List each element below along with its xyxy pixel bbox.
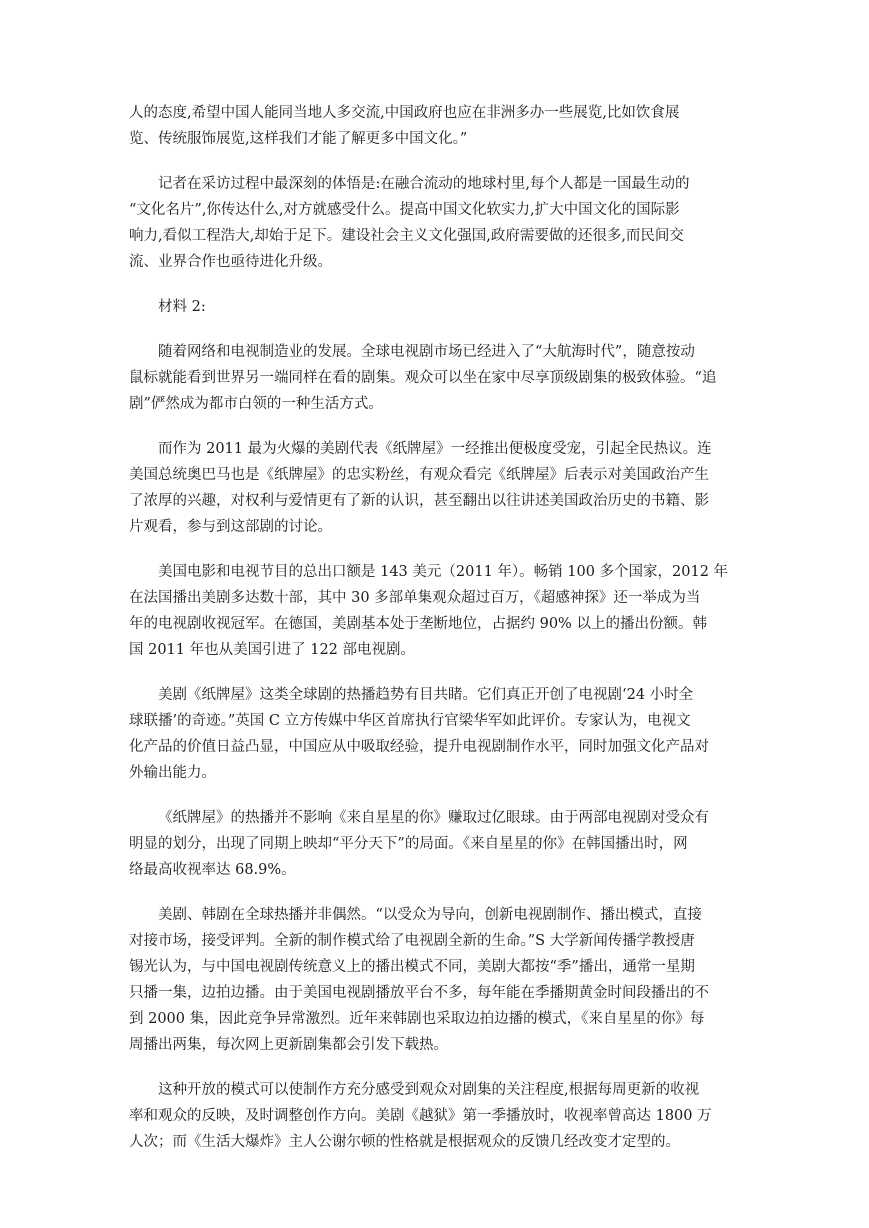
text-line: 外输出能力。 xyxy=(129,765,216,781)
text-line: 片观看，参与到这部剧的讨论。 xyxy=(129,519,332,535)
text-line: 明显的划分，出现了同期上映却“平分天下”的局面。《来自星星的你》在韩国播出时，网 xyxy=(129,836,688,852)
text-line: 记者在采访过程中最深刻的体悟是:在融合流动的地球村里,每个人都是一国最生动的 xyxy=(158,176,690,192)
paragraph-10 xyxy=(129,1077,741,1155)
text-line: 流、业界合作也亟待进化升级。 xyxy=(129,254,332,270)
document-page xyxy=(129,100,741,1174)
text-line: 周播出两集，每次网上更新剧集都会引发下载热。 xyxy=(129,1037,448,1053)
paragraph-6 xyxy=(129,559,741,663)
text-line: 人的态度,希望中国人能同当地人多交流,中国政府也应在非洲多办一些展览,比如饮食展 xyxy=(129,105,680,121)
text-line: 了浓厚的兴趣，对权利与爱情更有了新的认识，甚至翻出以往讲述美国政治历史的书籍、影 xyxy=(129,493,709,509)
text-line: 而作为 2011 最为火爆的美剧代表《纸牌屋》一经推出便极度受宠，引起全民热议。连 xyxy=(158,441,712,457)
text-line: 随着网络和电视制造业的发展。全球电视剧市场已经进入了“大航海时代”，随意按动 xyxy=(158,344,695,360)
paragraph-7 xyxy=(129,682,741,786)
text-line: 这种开放的模式可以使制作方充分感受到观众对剧集的关注程度,根据每周更新的收视 xyxy=(158,1082,700,1098)
text-line: 球联播’的奇迹。”英国 C 立方传媒中华区首席执行官梁华军如此评价。专家认为，电视文 xyxy=(129,713,691,729)
text-line: 美剧、韩剧在全球热播并非偶然。“以受众为导向，创新电视剧制作、播出模式，直接 xyxy=(158,907,702,923)
text-line: 锡光认为，与中国电视剧传统意义上的播出模式不同，美剧大都按“季”播出，通常一星期 xyxy=(129,959,695,975)
text-line: 人次；而《生活大爆炸》主人公谢尔顿的性格就是根据观众的反馈几经改变才定型的。 xyxy=(129,1134,680,1150)
section-heading-material-2 xyxy=(129,294,741,320)
text-line: 对接市场，接受评判。全新的制作模式给了电视剧全新的生命。”S 大学新闻传播学教授唐 xyxy=(129,933,695,949)
paragraph-4 xyxy=(129,339,741,417)
text-line: 剧”俨然成为都市白领的一种生活方式。 xyxy=(129,396,383,412)
paragraph-1 xyxy=(129,100,741,152)
text-line: 美国电影和电视节目的总出口额是 143 美元（2011 年）。畅销 100 多个国家，2012 年 xyxy=(158,564,729,580)
text-line: 鼠标就能看到世界另一端同样在看的剧集。观众可以坐在家中尽享顶级剧集的极致体验。“追 xyxy=(129,370,717,386)
text-line: 只播一集，边拍边播。由于美国电视剧播放平台不多，每年能在季播期黄金时间段播出的不 xyxy=(129,985,709,1001)
text-line: 《纸牌屋》的热播并不影响《来自星星的你》赚取过亿眼球。由于两部电视剧对受众有 xyxy=(158,810,709,826)
text-line: 率和观众的反映，及时调整创作方向。美剧《越狱》第一季播放时，收视率曾高达 1800 万 xyxy=(129,1108,712,1124)
paragraph-5 xyxy=(129,436,741,540)
text-line: 响力,看似工程浩大,却始于足下。建设社会主义文化强国,政府需要做的还很多,而民间交 xyxy=(129,228,684,244)
paragraph-8 xyxy=(129,805,741,883)
text-line: 到 2000 集，因此竞争异常激烈。近年来韩剧也采取边拍边播的模式，《来自星星的你》每 xyxy=(129,1011,705,1027)
text-line: 美国总统奥巴马也是《纸牌屋》的忠实粉丝，有观众看完《纸牌屋》后表示对美国政治产生 xyxy=(129,467,709,483)
text-line: “文化名片”,你传达什么,对方就感受什么。提高中国文化软实力,扩大中国文化的国际影 xyxy=(129,202,680,218)
text-line: 览、传统服饰展览,这样我们才能了解更多中国文化。” xyxy=(129,131,468,147)
text-line: 化产品的价值日益凸显，中国应从中吸取经验，提升电视剧制作水平，同时加强文化产品对 xyxy=(129,739,709,755)
text-line: 材料 2: xyxy=(158,299,206,315)
text-line: 年的电视剧收视冠军。在德国，美剧基本处于垄断地位，占据约 90% 以上的播出份额。韩 xyxy=(129,616,707,632)
text-line: 在法国播出美剧多达数十部，其中 30 多部单集观众超过百万，《超感神探》还一举成为当 xyxy=(129,590,701,606)
paragraph-9 xyxy=(129,902,741,1058)
paragraph-2 xyxy=(129,171,741,275)
text-line: 美剧《纸牌屋》这类全球剧的热播趋势有目共睹。它们真正开创了电视剧‘24 小时全 xyxy=(158,687,694,703)
text-line: 国 2011 年也从美国引进了 122 部电视剧。 xyxy=(129,642,416,658)
text-line: 络最高收视率达 68.9%。 xyxy=(129,862,296,878)
